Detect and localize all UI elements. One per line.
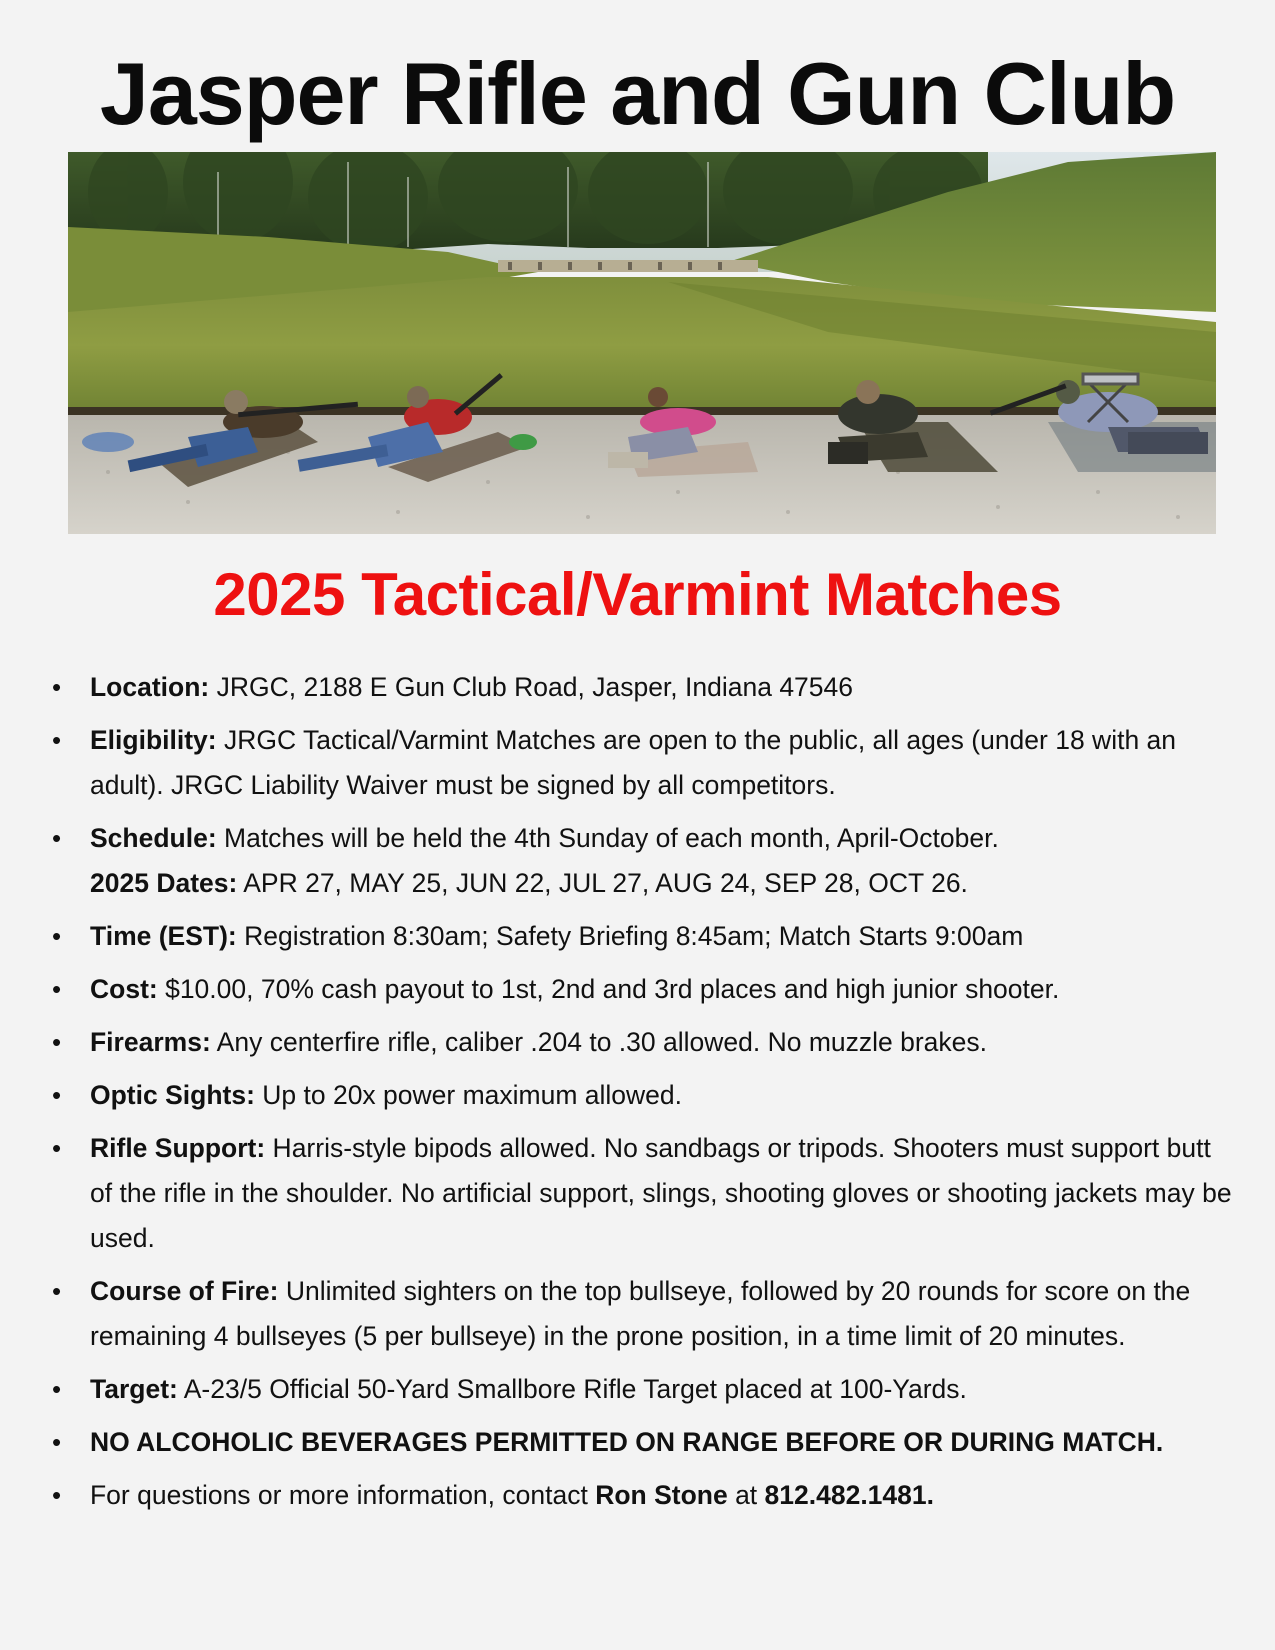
dates-label: 2025 Dates: — [90, 868, 238, 898]
list-item-eligibility — [44, 718, 1234, 808]
schedule-text: Matches will be held the 4th Sunday of each month, April-October. — [216, 823, 999, 853]
list-item-course — [44, 1269, 1234, 1359]
list-item-alcohol — [44, 1420, 1234, 1465]
target-text: A-23/5 Official 50-Yard Smallbore Rifle Target placed at 100-Yards. — [177, 1374, 967, 1404]
bullet-icon: • — [52, 1480, 62, 1510]
cost-text: $10.00, 70% cash payout to 1st, 2nd and 3rd places and high junior shooter. — [157, 974, 1060, 1004]
support-label: Rifle Support: — [90, 1133, 266, 1163]
bullet-icon: • — [52, 921, 62, 951]
firearms-label: Firearms: — [90, 1027, 211, 1057]
info-list — [44, 665, 1234, 1526]
contact-phone: 812.482.1481. — [764, 1480, 934, 1510]
bullet-icon: • — [52, 1080, 62, 1110]
optics-text: Up to 20x power maximum allowed. — [254, 1080, 683, 1110]
list-item-cost — [44, 967, 1234, 1012]
dates-text: APR 27, MAY 25, JUN 22, JUL 27, AUG 24, SEP 28, OCT 26. — [237, 868, 968, 898]
bullet-icon: • — [52, 1027, 62, 1057]
list-item-contact — [44, 1473, 1234, 1518]
optics-label: Optic Sights: — [90, 1080, 255, 1110]
contact-name: Ron Stone — [595, 1480, 728, 1510]
bullet-icon: • — [52, 1133, 62, 1163]
list-item-firearms — [44, 1020, 1234, 1065]
list-item-optics — [44, 1073, 1234, 1118]
cost-label: Cost: — [90, 974, 158, 1004]
range-photo — [68, 152, 1216, 534]
contact-text: For questions or more information, contact — [90, 1480, 596, 1510]
bullet-icon: • — [52, 974, 62, 1004]
target-label: Target: — [90, 1374, 178, 1404]
list-item-location — [44, 665, 1234, 710]
alcohol-text: NO ALCOHOLIC BEVERAGES PERMITTED ON RANGE BEFORE OR DURING MATCH. — [90, 1427, 1164, 1457]
bullet-icon: • — [52, 1374, 62, 1404]
firearms-text: Any centerfire rifle, caliber .204 to .30 allowed. No muzzle brakes. — [210, 1027, 988, 1057]
schedule-label: Schedule: — [90, 823, 217, 853]
course-label: Course of Fire: — [90, 1276, 279, 1306]
time-label: Time (EST): — [90, 921, 237, 951]
page-subtitle: 2025 Tactical/Varmint Matches — [213, 561, 1062, 628]
support-text: Harris-style bipods allowed. No sandbags or tripods. Shooters must support butt of the rifle in the shoulder. No artificial support, slings, shooting gloves or shooting jackets may be used. — [90, 1133, 1232, 1253]
list-item-time — [44, 914, 1234, 959]
bullet-icon: • — [52, 725, 62, 755]
contact-at: at — [727, 1480, 765, 1510]
course-text: Unlimited sighters on the top bullseye, followed by 20 rounds for score on the remaining 4 bullseyes (5 per bullseye) in the prone position, in a time limit of 20 minutes. — [90, 1276, 1191, 1351]
time-text: Registration 8:30am; Safety Briefing 8:45am; Match Starts 9:00am — [236, 921, 1024, 951]
list-item-schedule — [44, 816, 1234, 906]
list-item-target — [44, 1367, 1234, 1412]
bullet-icon: • — [52, 823, 62, 853]
schedule-dates — [90, 861, 1234, 906]
location-label: Location: — [90, 672, 210, 702]
list-item-support — [44, 1126, 1234, 1261]
eligibility-text: JRGC Tactical/Varmint Matches are open to the public, all ages (under 18 with an adult). JRGC Liability Waiver must be signed by all competitors. — [90, 725, 1177, 800]
bullet-icon: • — [52, 672, 62, 702]
bullet-icon: • — [52, 1276, 62, 1306]
location-text: JRGC, 2188 E Gun Club Road, Jasper, Indiana 47546 — [209, 672, 854, 702]
bullet-icon: • — [52, 1427, 62, 1457]
page-title: Jasper Rifle and Gun Club — [99, 44, 1176, 143]
eligibility-label: Eligibility: — [90, 725, 217, 755]
